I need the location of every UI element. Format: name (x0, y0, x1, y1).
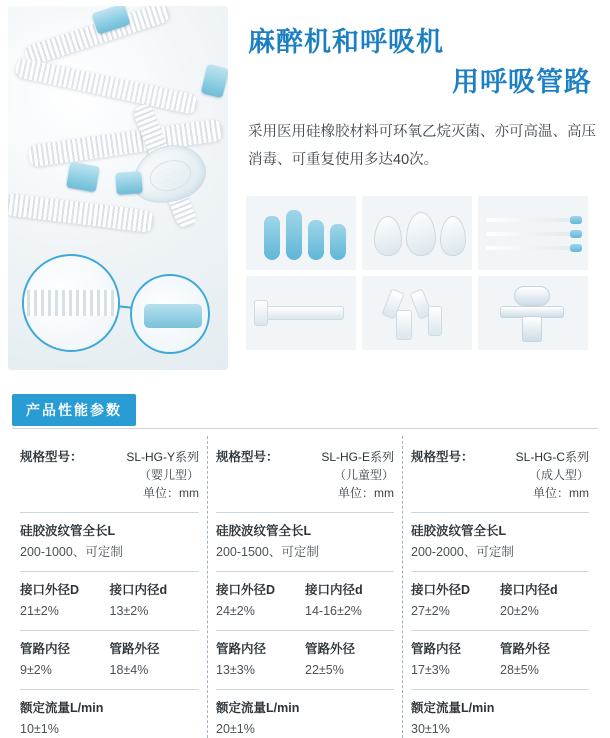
spec-value: 20±1% (216, 722, 255, 736)
spec-title: 管路外径 (500, 642, 551, 656)
model-type: （成人型） (528, 468, 589, 482)
spec-value: 10±1% (20, 722, 59, 736)
thumbnail-y-piece (362, 276, 472, 350)
spec-row-length (411, 513, 589, 572)
spec-pair-values (216, 659, 394, 681)
model-unit: 单位：mm (338, 486, 394, 500)
model-value (321, 448, 394, 502)
model-series: SL-HG-E系列 (321, 450, 394, 464)
model-label: 规格型号： (216, 450, 279, 464)
spec-title: 管路内径 (20, 642, 71, 656)
spec-row-length (20, 513, 199, 572)
spec-title: 接口外径D (20, 583, 80, 597)
model-unit: 单位：mm (533, 486, 589, 500)
spec-value: 24±2% (216, 604, 255, 618)
spec-pair-titles (411, 639, 589, 659)
spec-row-tube-diameter (20, 631, 199, 690)
detail-zoom-circle-tube (22, 254, 120, 352)
catheter-tip (570, 230, 582, 238)
model-type: （婴儿型） (138, 468, 199, 482)
valve-dome (514, 286, 550, 306)
spec-title: 额定流量L/min (411, 701, 495, 715)
spec-pair-values (411, 600, 589, 622)
model-label: 规格型号： (20, 450, 83, 464)
spec-value: 17±3% (411, 663, 450, 677)
spec-title: 接口外径D (216, 583, 276, 597)
thumbnail-connector-tube (246, 276, 356, 350)
y-piece-stem (428, 306, 442, 336)
product-description: 采用医用硅橡胶材料可环氧乙烷灭菌、亦可高温、高压消毒、可重复使用多达40次。 (248, 124, 596, 168)
spec-value: 13±2% (109, 604, 149, 618)
spec-title: 管路外径 (305, 642, 356, 656)
breathing-bag (330, 224, 346, 260)
spec-value: 9±2% (20, 663, 52, 677)
spec-title: 硅胶波纹管全长L (411, 524, 507, 538)
thumbnail-valve (478, 276, 588, 350)
model-series: SL-HG-Y系列 (126, 450, 199, 464)
spec-value: 13±3% (216, 663, 255, 677)
connector-tube (258, 306, 344, 320)
model-row (20, 436, 199, 513)
spec-value: 20±2% (500, 604, 539, 618)
spec-title: 额定流量L/min (216, 701, 300, 715)
spec-pair-titles (216, 639, 394, 659)
catheter (486, 246, 580, 250)
spec-pair-values (411, 659, 589, 681)
anesthesia-mask (374, 216, 402, 256)
model-unit: 单位：mm (143, 486, 199, 500)
valve-body (522, 316, 542, 342)
spec-row-flow (20, 690, 199, 738)
blue-connector (66, 162, 100, 193)
section-title-badge: 产品性能参数 (12, 394, 136, 426)
spec-title: 硅胶波纹管全长L (20, 524, 116, 538)
detail-zoom-circle-connector (130, 274, 210, 354)
spec-value: 18±4% (109, 663, 149, 677)
spec-pair-values (20, 659, 199, 681)
spec-pair-values (20, 600, 199, 622)
spec-pair-titles (216, 580, 394, 600)
spec-title: 接口外径D (411, 583, 471, 597)
spec-row-length (216, 513, 394, 572)
spec-title: 额定流量L/min (20, 701, 104, 715)
anesthesia-mask (406, 212, 436, 256)
spec-title: 接口内径d (109, 583, 168, 597)
thumbnail-catheters (478, 196, 588, 270)
breathing-bag (308, 220, 324, 260)
spec-title: 管路内径 (216, 642, 267, 656)
catheter-tip (570, 244, 582, 252)
spec-row-tube-diameter (216, 631, 394, 690)
headline-line-2: 用呼吸管路 (452, 67, 592, 97)
y-piece-stem (396, 310, 412, 340)
catheter (486, 232, 580, 236)
model-label: 规格型号： (411, 450, 474, 464)
headline-line-1: 麻醉机和呼吸机 (248, 27, 444, 57)
spec-pair-titles (20, 580, 199, 600)
anesthesia-mask (440, 216, 466, 256)
main-product-photo (8, 6, 228, 370)
spec-value: 22±5% (305, 663, 344, 677)
spec-column-infant (12, 436, 207, 738)
breathing-bag (286, 210, 302, 260)
zoom-tube-detail (22, 290, 120, 316)
model-value (516, 448, 589, 502)
spec-table (12, 436, 598, 738)
zoom-connector-detail (144, 304, 202, 328)
spec-pair-titles (411, 580, 589, 600)
model-row (216, 436, 394, 513)
model-row (411, 436, 589, 513)
section-divider (12, 428, 598, 429)
spec-column-child (207, 436, 402, 738)
spec-value: 30±1% (411, 722, 450, 736)
spec-value: 21±2% (20, 604, 59, 618)
spec-row-port-diameter (411, 572, 589, 631)
connector-end (254, 300, 268, 326)
spec-value: 200-1000、可定制 (20, 545, 123, 559)
spec-value: 27±2% (411, 604, 450, 618)
thumbnail-breathing-bags (246, 196, 356, 270)
spec-title: 接口内径d (500, 583, 558, 597)
spec-row-tube-diameter (411, 631, 589, 690)
spec-value: 200-1500、可定制 (216, 545, 319, 559)
catheter-tip (570, 216, 582, 224)
thumbnail-grid (246, 196, 598, 350)
blue-connector (115, 171, 142, 195)
spec-column-adult (402, 436, 597, 738)
spec-value: 200-2000、可定制 (411, 545, 514, 559)
spec-row-port-diameter (216, 572, 394, 631)
spec-value: 14-16±2% (305, 604, 362, 618)
breathing-bag (264, 216, 280, 260)
model-series: SL-HG-C系列 (515, 450, 589, 464)
thumbnail-masks (362, 196, 472, 270)
spec-title: 硅胶波纹管全长L (216, 524, 312, 538)
catheter (486, 218, 580, 222)
spec-value: 28±5% (500, 663, 539, 677)
spec-title: 管路外径 (109, 642, 160, 656)
spec-title: 管路内径 (411, 642, 462, 656)
spec-pair-titles (20, 639, 199, 659)
spec-pair-values (216, 600, 394, 622)
model-type: （儿童型） (333, 468, 394, 482)
spec-title: 接口内径d (305, 583, 363, 597)
spec-row-port-diameter (20, 572, 199, 631)
spec-row-flow (216, 690, 394, 738)
page-title (248, 22, 596, 102)
model-value (126, 448, 199, 502)
spec-row-flow (411, 690, 589, 738)
